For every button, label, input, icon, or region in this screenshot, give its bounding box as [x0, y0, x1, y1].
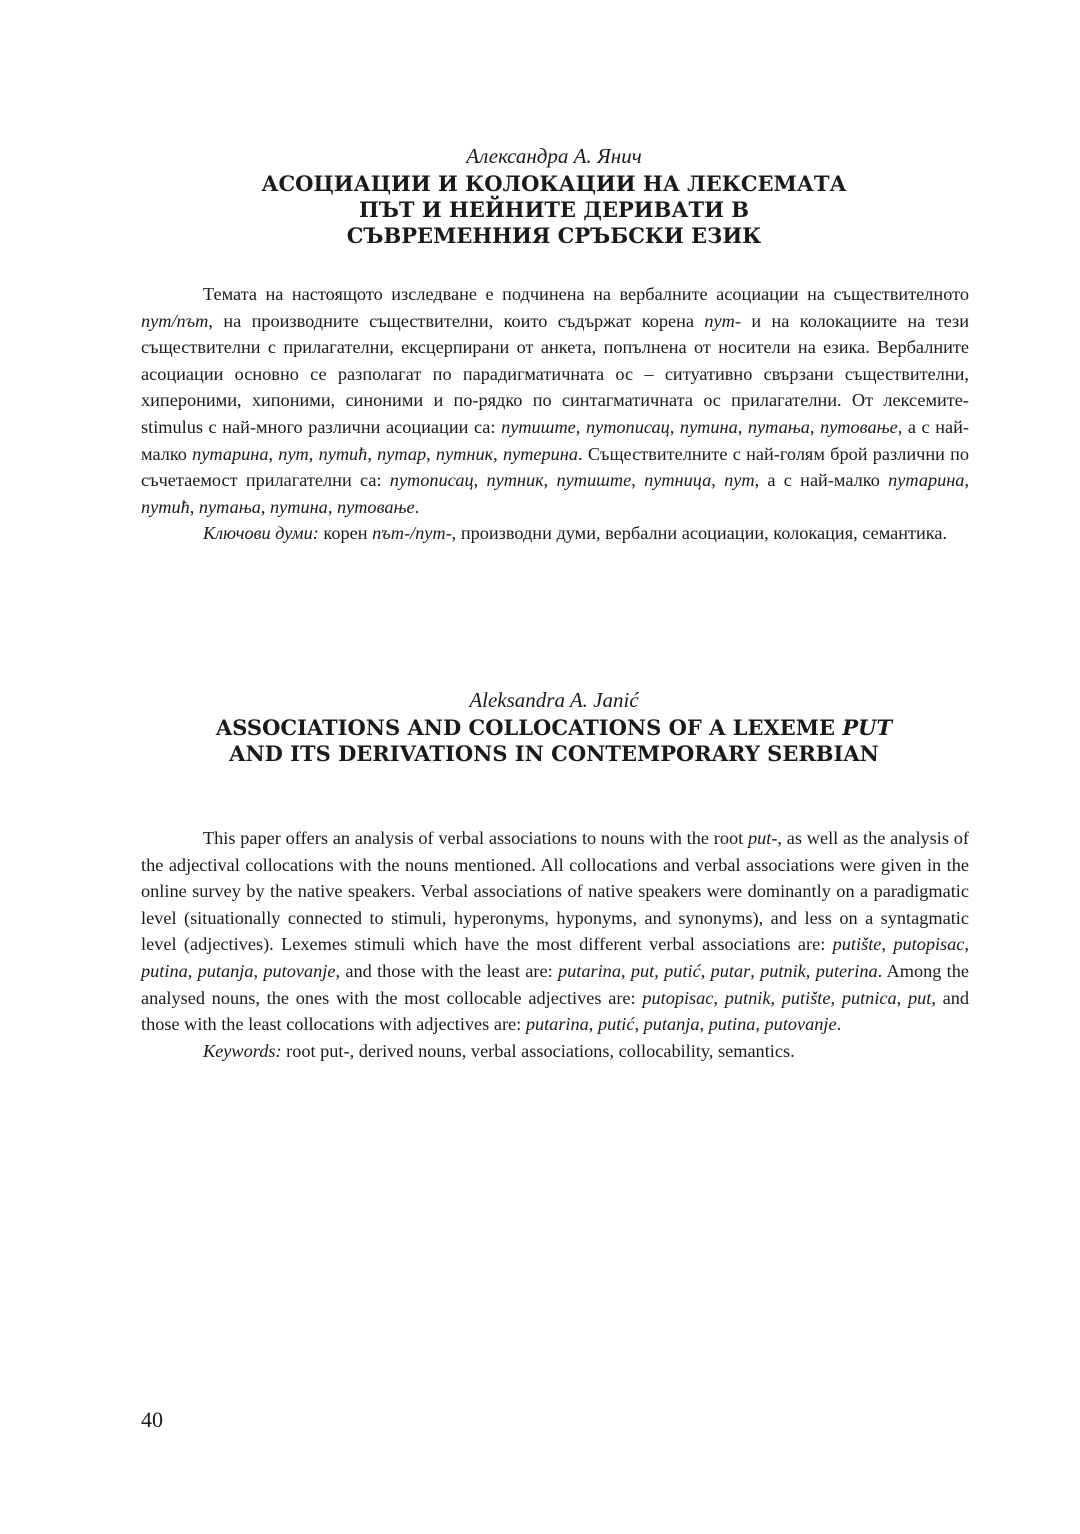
- title-bg-line-3: СЪВРЕМЕННИЯ СРЪБСКИ ЕЗИК: [346, 223, 762, 248]
- keywords-en: Keywords: root put-, derived nouns, verbal associations, collocability, semantics.: [203, 1040, 795, 1061]
- title-bg-line-2: ПЪТ И НЕЙНИТЕ ДЕРИВАТИ В: [358, 197, 750, 222]
- author-bg: Александра А. Янич: [466, 144, 642, 168]
- abstract-bg: [141, 281, 969, 547]
- abstract-bg-paragraph: Темата на настоящото изследване е подчинена на вербалните асоциации на съществителното пут/път, на производните съществителни, които съдържат корена пут- и на колокациите на тези съществителни с прилагателни, ексцерпирани от анкета, попълнена от носители на езика. Вербалните асоциации основно се разполагат по парадигматичната ос – ситуативно свързани съществителни, хипероними, хипоними, синоними и по-рядко по синтагматичната ос прилагателни. От лексемите-stimulus с най-много различни асоциации са: путиште, путописац, путина, путања, путовање, а с най-малко путарина, пут, путић, путар, путник, путерина. Съществителните с най-голям брой различни по съчетаемост прилагателни са: путописац, путник, путиште, путница, пут, а с най-малко путарина, путић, путања, путина, путовање.: [141, 284, 970, 517]
- abstract-en: [141, 825, 969, 1064]
- keywords-bg: Ключови думи: корен път-/пут-, производни думи, вербални асоциации, колокация, семантика.: [203, 523, 948, 544]
- title-en-line-2: AND ITS DERIVATIONS IN CONTEMPORARY SERBIAN: [229, 741, 879, 766]
- author-en: Aleksandra A. Janić: [469, 688, 639, 712]
- keywords-bg-label: Ключови думи:: [203, 523, 319, 544]
- title-en-line-1: ASSOCIATIONS AND COLLOCATIONS OF A LEXEME PUT: [215, 715, 893, 740]
- abstract-en-paragraph: This paper offers an analysis of verbal associations to nouns with the root put-, as well as the analysis of the adjectival collocations with the nouns mentioned. All collocations and verbal associations were given in the online survey by the native speakers. Verbal associations of native speakers were dominantly on a paradigmatic level (situationally connected to stimuli, hyperonyms, hyponyms, and synonyms), and less on a syntagmatic level (adjectives). Lexemes stimuli which have the most different verbal associations are: putište, putopisac, putina, putanja, putovanje, and those with the least are: putarina, put, putić, putar, putnik, puterina. Among the analysed nouns, the ones with the most collocable adjectives are: putopisac, putnik, putište, putnica, put, and those with the least collocations with adjectives are: putarina, putić, putanja, putina, putovanje.: [141, 828, 970, 1035]
- title-en: [140, 715, 968, 767]
- page-number: 40: [141, 1407, 163, 1432]
- title-bg-line-1: АСОЦИАЦИИ И КОЛОКАЦИИ НА ЛЕКСЕМАТА: [261, 171, 847, 196]
- title-bg: [140, 171, 968, 249]
- keywords-en-label: Keywords:: [203, 1040, 282, 1061]
